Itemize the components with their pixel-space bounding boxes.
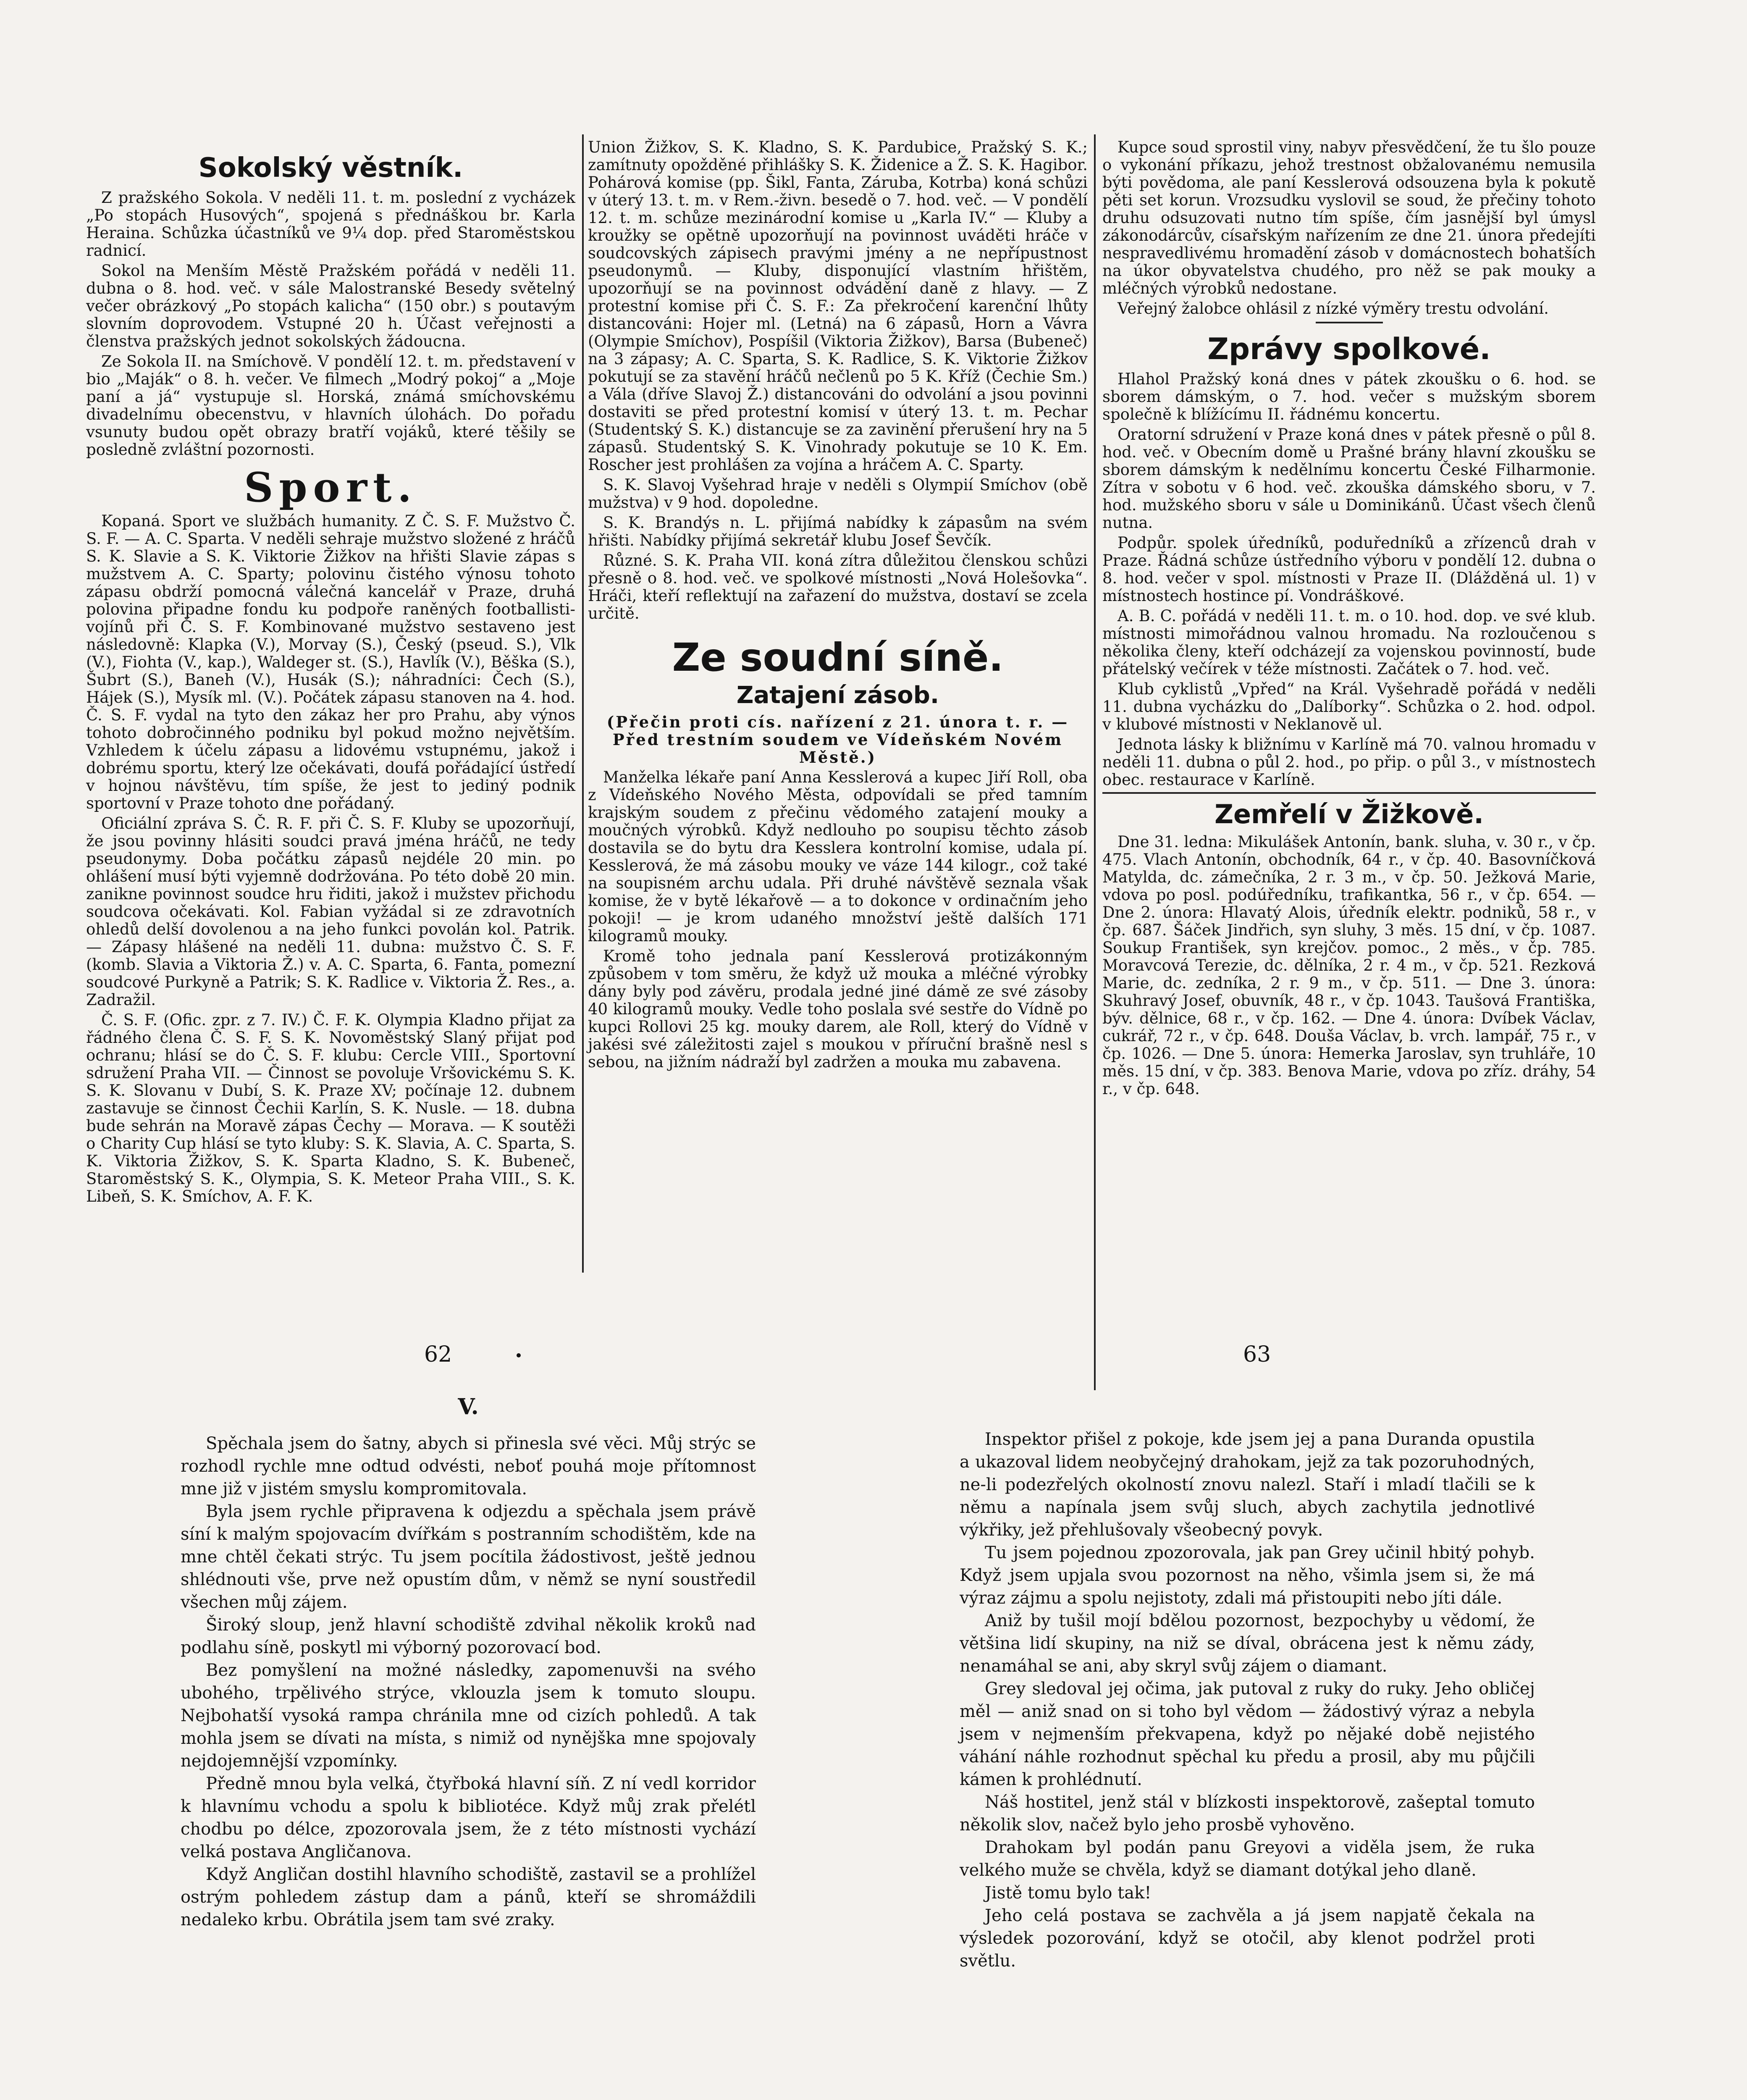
book-paragraph: Předně mnou byla velká, čtyřboká hlavní síň. Z ní vedl korridor k hlavnímu vchodu a spolu k bibliotéce. Když můj zrak přelétl chodbu po délce, zpozorovala jsem, že z této místnosti vychází velká postava Angličanova. [181,1774,756,1861]
sport-paragraph: Různé. S. K. Praha VII. koná zítra důležitou členskou schůzi přesně o 8. hod. več. ve spolkové místnosti „Nová Holešovka“. Hráči, kteří reflektují na zařazení do mužstva, dostaví se zcela určitě. [588,551,1088,622]
spolk-paragraph: Podpůr. spolek úředníků, poduředníků a zřízenců drah v Praze. Řádná schůze ústředního výboru v pondělí 12. dubna o 8. hod. večer v spol. místnosti v Praze II. (Dlážděná ul. 1) v místnostech hostince pí. Vondráškové. [1102,534,1596,605]
book-paragraph: Drahokam byl podán panu Greyovi a viděla jsem, že ruka velkého muže se chvěla, když se diamant dotýkal jeho dlaně. [960,1838,1535,1880]
sport-paragraph: Č. S. F. (Ofic. zpr. z 7. IV.) Č. F. K. Olympia Kladno přijat za řádného člena Č. S. F. S. K. Novoměstský Slaný přijat pod ochranu; hlásí se do Č. S. F. klubu: Cercle VIII., Sportovní sdružení Praha VII. — Činnost se povoluje Vršovickému S. K. S. K. Slovanu v Dubí, S. K. Praze XV; počínaje 12. dubnem zastavuje se činnost Čechii Karlín, S. K. Nusle. — 18. dubna bude sehrán na Moravě zápas Čechy — Morava. — K soutěži o Charity Cup hlásí se tyto kluby: S. K. Slavia, A. C. Sparta, S. K. Viktoria Žižkov, S. K. Sparta Kladno, S. K. Bubeneč, Staroměstský S. K., Olympia, S. K. Meteor Praha VIII., S. K. Libeň, S. K. Smíchov, A. F. K. [86,1011,575,1205]
page-number-right: 63 [1243,1342,1271,1367]
court-subheading: Zatajení zásob. [736,682,939,709]
spolk-heading: Zprávy spolkové. [1207,332,1491,366]
book-paragraph: Náš hostitel, jenž stál v blízkosti inspektorově, zašeptal tomuto několik slov, načež bylo jeho prosbě vyhověno. [960,1793,1535,1835]
court-heading: Ze soudní síně. [672,635,1004,680]
book-paragraph: Když Angličan dostihl hlavního schodiště, zastavil se a prohlížel ostrým pohledem zástup dam a pánů, kteří se shromáždili nedaleko krbu. Obrátila jsem tam své zraky. [181,1865,756,1929]
book-paragraph: Jeho celá postava se zachvěla a já jsem napjatě čekala na výsledek pozorování, když se otočil, aby klenot podržel proti světlu. [960,1906,1535,1971]
book-paragraph: Spěchala jsem do šatny, abych si přinesla své věci. Můj strýc se rozhodl rychle mne odtud odvésti, neboť pouhá moje přítomnost mne již v jistém smyslu kompromitovala. [181,1434,756,1499]
section-separator [1316,322,1383,323]
deaths-heading: Zemřelí v Žižkově. [1215,799,1484,830]
sport-paragraph-continued: Union Žižkov, S. K. Kladno, S. K. Pardubice, Pražský S. K.; zamítnuty opožděné přihlášky S. K. Židenice a Ž. S. K. Hagibor. Pohárová komise (pp. Šikl, Fanta, Záruba, Kotrba) koná schůzi v úterý 13. t. m. v Rem.-živn. besedě o 7. hod. več. — V pondělí 12. t. m. schůze mezinárodní komise u „Karla IV.“ — Kluby a kroužky se opětně upozorňují na povinnost uváděti hráče v soudcovských zápisech pravými jmény a ne nepřípustnost pseudonymů. — Kluby, disponující vlastním hřištěm, upozorňují se na povinnost odvádění daně z hlavy. — Z protestní komise při Č. S. F.: Za překročení karenční lhůty distancováni: Hojer ml. (Letná) na 6 zápasů, Horn a Vávra (Olympie Smíchov), Pospíšil (Viktoria Žižkov), Barsa (Bubeneč) na 3 zápasy; A. C. Sparta, S. K. Radlice, S. K. Viktorie Žižkov pokutují se za stavění hráčů nečlenů po 5 K. Kříž (Čechie Sm.) a Vála (dříve Slavoj Ž.) distancováni do odvolání a jsou povinni dostaviti se před protestní komisí v úterý 13. t. m. Pechar (Studentský S. K.) distancuje se za zavinění přerušení hry na 5 zápasů. Studentský S. K. Vinohrady pokutuje se 10 K. Em. Roscher jest prohlášen za vojína a hráčem A. C. Sparty. [588,138,1088,474]
spolk-paragraph: Hlahol Pražský koná dnes v pátek zkoušku o 6. hod. se sborem dámským, o 7. hod. večer s mužským sborem společně k blížícímu II. řádnému koncertu. [1102,370,1596,423]
book-paragraph: Inspektor přišel z pokoje, kde jsem jej a pana Duranda opustila a ukazoval lidem neobyčejný drahokam, jejž za tak pozoruhodných, ne-li podezřelých okolností znovu nalezl. Staří i mladí tlačili se k němu a napínala jsem svůj sluch, abych zachytila jednotlivé výkřiky, jež přehlušovaly všeobecný povyk. [960,1430,1535,1540]
spolk-paragraph: Oratorní sdružení v Praze koná dnes v pátek přesně o půl 8. hod. več. v Obecním domě u Prašné brány hlavní zkoušku se sborem dámským k nedělnímu koncertu České Filharmonie. Zítra v sobotu v 6 hod. več. zkouška dámského sboru, v 7. hod. mužského sboru v sále u Dominikánů. Účast všech členů nutna. [1102,425,1596,532]
spolk-paragraph: Jednota lásky k bližnímu v Karlíně má 70. valnou hromadu v neděli 11. dubna o půl 2. hod., po přip. o půl 3., v místnostech obec. restaurace v Karlíně. [1102,735,1596,789]
newspaper-column-3 [1102,139,1596,1100]
sport-paragraph: S. K. Slavoj Vyšehrad hraje v neděli s Olympií Smíchov (obě mužstva) v 9 hod. dopoledne. [588,476,1088,512]
chapter-heading: V. [458,1394,479,1420]
sokol-heading: Sokolský věstník. [198,152,463,184]
book-paragraph: Bez pomyšlení na možné následky, zapomenuvši na svého ubohého, trpělivého strýce, vklouzla jsem k tomuto sloupu. Nejbohatší vysoká rampa chránila mne od cizích pohledů. A tak mohla jsem se dívati na místa, s nimiž od nynějška mne spojovaly nejdojemnější vzpomínky. [181,1661,756,1771]
book-paragraph: Aniž by tušil mojí bdělou pozornost, bezpochyby u vědomí, že většina lidí skupiny, na niž se díval, obrácena jest k němu zády, nenamáhal se ani, aby skryl svůj zájem o diamant. [960,1611,1535,1676]
sokol-paragraph: Sokol na Menším Městě Pražském pořádá v neděli 11. dubna o 8. hod. več. v sále Malostranské Besedy světelný večer obrázkový „Po stopách kalicha“ (150 obr.) s poutavým slovním doprovodem. Vstupné 20 h. Účast veřejnosti a členstva pražských jednot sokolských žádoucna. [86,262,575,350]
column-divider-1 [582,134,584,1273]
page-number-left: 62 [424,1342,452,1367]
spolk-paragraph: Klub cyklistů „Vpřed“ na Král. Vyšehradě pořádá v neděli 11. dubna vycházku do „Dalíborky“. Schůzka o 2. hod. odpol. v klubové místnosti v Neklanově ul. [1102,680,1596,733]
sokol-paragraph: Z pražského Sokola. V neděli 11. t. m. poslední z vycházek „Po stopách Husových“, spojená s přednáškou br. Karla Heraina. Schůzka účastníků ve 9¼ dop. před Staroměstskou radnicí. [86,189,575,260]
deaths-paragraph: Dne 31. ledna: Mikulášek Antonín, bank. sluha, v. 30 r., v čp. 475. Vlach Antonín, obchodník, 64 r., v čp. 40. Basovníčková Matylda, dc. zámečníka, 2 r. 3 m., v čp. 50. Ježková Marie, vdova po posl. podúředníku, trafikantka, 56 r., v čp. 654. — Dne 2. února: Hlavatý Alois, úředník elektr. podniků, 58 r., v čp. 687. Šáček Jindřich, syn sluhy, 3 měs. 15 dní, v čp. 1087. Soukup František, syn krejčov. pomoc., 2 měs., v čp. 785. Moravcová Terezie, dc. dělníka, 2 r. 4 m., v čp. 521. Rezková Marie, dc. zedníka, 2 r. 9 m., v čp. 511. — Dne 3. února: Skuhravý Josef, obuvník, 48 r., v čp. 1043. Taušová Františka, býv. dělnice, 68 r., v čp. 162. — Dne 4. února: Dvíbek Václav, cukrář, 72 r., v čp. 648. Douša Václav, b. vrch. lampář, 75 r., v čp. 1026. — Dne 5. února: Hemerka Jaroslav, syn truhláře, 10 měs. 15 dní, v čp. 383. Benova Marie, vdova po zříz. dráhy, 54 r., v čp. 648. [1102,833,1596,1098]
book-paragraph: Byla jsem rychle připravena k odjezdu a spěchala jsem právě síní k malým spojovacím dvířkám s postranním schodištěm, kde na mne chtěl čekati strýc. Tu jsem pocítila žádostivost, ještě jednou shlédnouti vše, prve než opustím dům, v němž se nyní soustředil všechen můj zájem. [181,1502,756,1612]
spolk-paragraph: A. B. C. pořádá v neděli 11. t. m. o 10. hod. dop. ve své klub. místnosti mimořádnou valnou hromadu. Na rozloučenou s několika členy, kteří odcházejí za vojenskou povinností, bude přátelský večírek v téže místnosti. Začátek o 7. hod. več. [1102,607,1596,678]
sport-paragraph: Kopaná. Sport ve službách humanity. Z Č. S. F. Mužstvo Č. S. F. — A. C. Sparta. V neděli sehraje mužstvo složené z hráčů S. K. Slavie a S. K. Viktorie Žižkov na hřišti Slavie zápas s mužstvem A. C. Sparty; polovinu čistého výnosu tohoto zápasu obdrží pomocná válečná kancelář v Praze, druhá polovina připadne fondu ku podpoře raněných footballisti-vojínů při Č. S. F. Kombinované mužstvo sestaveno jest následovně: Klapka (V.), Morvay (S.), Český (pseud. S.), Vlk (V.), Fiohta (V., kap.), Waldeger st. (S.), Havlík (V.), Běška (S.), Šubrt (S.), Baneh (V.), Husák (S.); náhradníci: Čech (S.), Hájek (S.), Mysík ml. (V.). Počátek zápasu stanoven na 4. hod. Č. S. F. vydal na tyto den zákaz her pro Prahu, aby výnos tohoto dobročinného podniku byl pokud možno největším. Vzhledem k účelu zápasu a lidovému vstupnému, jakož i dobrému sportu, který lze očekávati, doufá pořádající ústředí v hojnou návštěvu, tím spíše, že jest to jediný podnik sportovní v Praze tohoto dne pořádaný. [86,512,575,812]
book-page-left [181,1390,756,1931]
section-separator [1102,792,1596,794]
newspaper-column-2 [588,139,1088,1074]
book-paragraph: Grey sledoval jej očima, jak putoval z ruky do ruky. Jeho obličej měl — aniž snad on si toho byl vědom — žádostivý výraz a nebyla jsem v nejmenším překvapena, když po nějaké době nejistého váhání náhle rozhodnut spěchal ku předu a prosil, aby mu půjčili kámen k prohlédnutí. [960,1679,1535,1789]
verdict-paragraph: Veřejný žalobce ohlásil z nízké výměry trestu odvolání. [1117,299,1549,318]
book-paragraph: Široký sloup, jenž hlavní schodiště zdvihal několik kroků nad podlahu síně, poskytl mi výborný pozorovací bod. [181,1615,756,1657]
book-page-right [960,1428,1535,1972]
column-divider-2 [1094,134,1096,1390]
sport-heading: Sport. [244,464,417,511]
court-paragraph: Manželka lékaře paní Anna Kesslerová a kupec Jiří Roll, oba z Vídeňského Nového Města, odpovídali se před tamním krajským soudem z přečinu vědomého zatajení mouky a moučných výrobků. Když nedlouho po soupisu těchto zásob dostavila se do bytu dra Kesslera kontrolní komise, udala pí. Kesslerová, že má zásobu mouky ve váze 144 kilogr., což také na soupisném archu udala. Při druhé návštěvě seznala však komise, že v bytě lékařově — a to dokonce v ordinačním jeho pokoji! — je krom udaného množství ještě dalších 171 kilogramů mouky. [588,768,1088,945]
newspaper-column-1 [86,139,575,1208]
book-paragraph: Jistě tomu bylo tak! [985,1883,1152,1903]
sport-paragraph: Oficiální zpráva S. Č. R. F. při Č. S. F. Kluby se upozorňují, že jsou povinny hlásiti soudci pravá jména hráčů, ne tedy pseudonymy. Doba počátku zápasů nejdéle 20 min. po ohlášení musí býti vyjemně dodržována. Po této době 20 min. zanikne povinnost soudce hru řiditi, jakož i mužstev přichodu soudcova očekávati. Kol. Fabian vyžádal si ze zdravotních ohledů delší dovolenou a na jeho funkci povolán kol. Patrik. — Zápasy hlášené na neděli 11. dubna: mužstvo Č. S. F. (komb. Slavia a Viktoria Ž.) v. A. C. Sparta, 6. Fanta, pomezní soudcové Purkyně a Patrik; S. K. Radlice v. Viktoria Ž. Res., a. Zadražil. [86,814,575,1009]
dot-mark [517,1353,521,1357]
sokol-paragraph: Ze Sokola II. na Smíchově. V pondělí 12. t. m. představení v bio „Maják“ o 8. h. večer. Ve filmech „Modrý pokoj“ a „Moje paní a já“ vystupuje sl. Horská, známá smíchovskému divadelnímu obecenstvu, v hlavních úlohách. Do pořadu vsunuty budou opět obrazy bratří vojáků, které těšily se posledně zvláštní pozornosti. [86,352,575,459]
sport-paragraph: S. K. Brandýs n. L. přijímá nabídky k zápasům na svém hřišti. Nabídky přijímá sekretář klubu Josef Ševčík. [588,514,1088,549]
court-lead: (Přečin proti cís. nařízení z 21. února t. r. — Před trestním soudem ve Vídeňském Novém Městě.) [606,713,1069,766]
book-paragraph: Tu jsem pojednou zpozorovala, jak pan Grey učinil hbitý pohyb. Když jsem upjala svou pozornost na něho, všimla jsem si, že má výraz zájmu a spolu nejistoty, zdali má přistoupiti nebo jíti dále. [960,1543,1535,1608]
court-paragraph: Kromě toho jednala paní Kesslerová protizákonným způsobem v tom směru, že když už mouka a mléčné výrobky dány byly pod závěru, prodala jedné jiné dámě ze své zásoby 40 kilogramů mouky. Vedle toho poslala své sestře do Vídně po kupci Rollovi 25 kg. mouky darem, ale Roll, který do Vídně v jakési své záležitosti zajel s moukou v příruční brašně nesl s sebou, na jižním nádraží byl zadržen a mouka mu zabavena. [588,947,1088,1071]
verdict-paragraph: Kupce soud sprostil viny, nabyv přesvědčení, že tu šlo pouze o vykonání příkazu, jehož trestnost obžalovanému nemusila býti povědoma, ale paní Kesslerová odsouzena byla k pokutě pěti set korun. Vrozsudku vyslovil se soud, že přečiny tohoto druhu odsuzovati nutno tím spíše, čím jasnější byl úmysl zákonodárcův, císařským nařízením ze dne 21. února předejíti nespravedlivému hromadění zásob v domácnostech bohatších na úkor obyvatelstva chudého, pro něž se pak mouky a mléčných výrobků nedostane. [1102,138,1596,297]
